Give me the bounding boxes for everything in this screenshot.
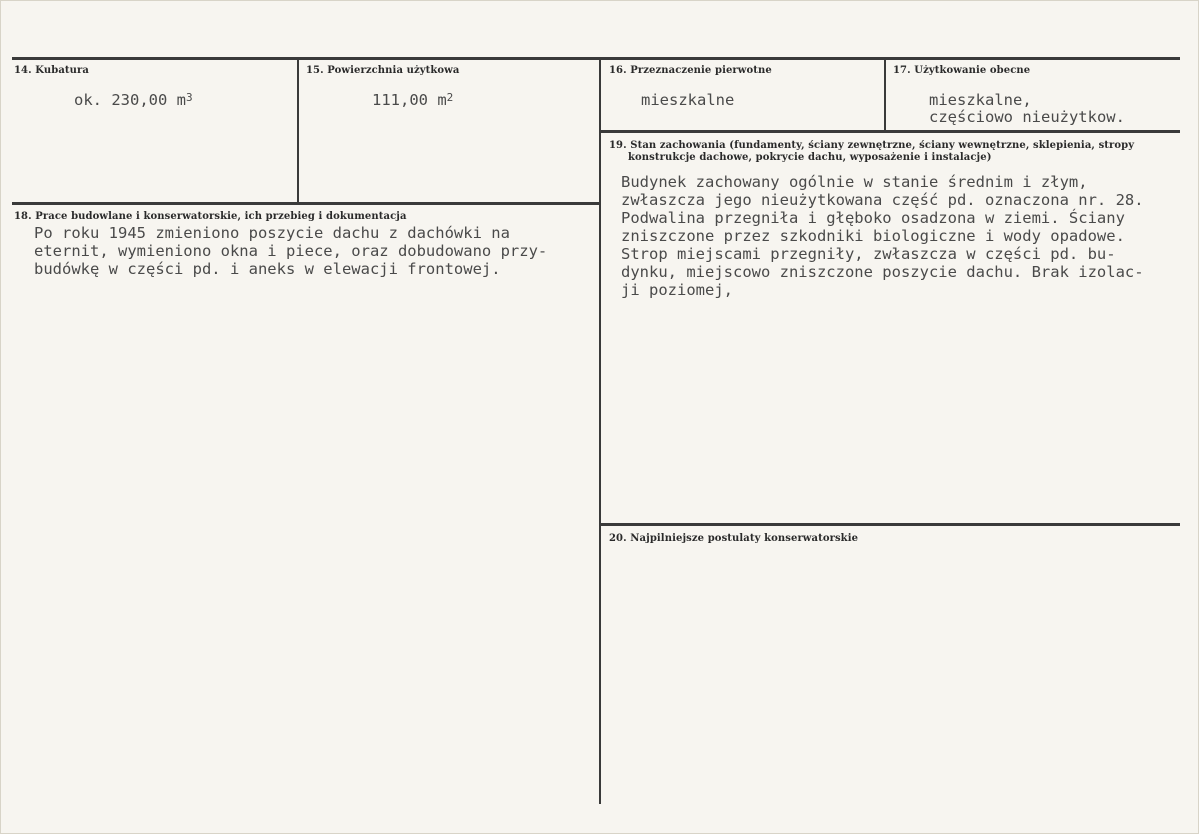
field-17-line-2: częściowo nieużytkow.: [929, 108, 1125, 126]
area-value: 111,00 m: [372, 91, 447, 109]
field-19-label-line-2: konstrukcje dachowe, pokrycie dachu, wyposażenie i instalacje): [628, 152, 992, 163]
kubatura-unit-exponent: 3: [185, 91, 193, 104]
field-19-line-4: zniszczone przez szkodniki biologiczne i wody opadowe.: [621, 227, 1125, 245]
divider-16-17: [884, 57, 886, 132]
field-19-line-2: zwłaszcza jego nieużytkowana część pd. oznaczona nr. 28.: [621, 191, 1144, 209]
area-unit-exponent: 2: [446, 91, 454, 104]
center-divider: [599, 57, 601, 804]
field-17-line-1: mieszkalne,: [929, 91, 1032, 109]
field-15-label: 15. Powierzchnia użytkowa: [306, 65, 460, 76]
field-18-line-3: budówkę w części pd. i aneks w elewacji frontowej.: [34, 260, 501, 278]
field-18-line-1: Po roku 1945 zmieniono poszycie dachu z dachówki na: [34, 224, 510, 242]
kubatura-value: ok. 230,00 m: [74, 91, 186, 109]
top-rule: [12, 57, 1180, 60]
field-19-label-line-1: 19. Stan zachowania (fundamenty, ściany zewnętrzne, ściany wewnętrzne, sklepienia, stropy: [609, 140, 1135, 151]
field-18-line-2: eternit, wymieniono okna i piece, oraz dobudowano przy-: [34, 242, 548, 260]
field-14-value: [74, 92, 193, 111]
field-18-label: 18. Prace budowlane i konserwatorskie, ich przebieg i dokumentacja: [14, 211, 407, 222]
field-20-label: 20. Najpilniejsze postulaty konserwatorskie: [609, 533, 859, 544]
field-19-line-7: ji poziomej,: [621, 281, 733, 299]
field-16-label: 16. Przeznaczenie pierwotne: [609, 65, 772, 76]
field-19-line-5: Strop miejscami przegniły, zwłaszcza w części pd. bu-: [621, 245, 1116, 263]
field-19-line-1: Budynek zachowany ogólnie w stanie średnim i złym,: [621, 173, 1088, 191]
field-16-value: mieszkalne: [641, 91, 735, 109]
field-14-label: 14. Kubatura: [14, 65, 89, 76]
field-17-label: 17. Użytkowanie obecne: [893, 65, 1031, 76]
rule-above-field-18: [12, 202, 600, 205]
field-19-line-6: dynku, miejscowo zniszczone poszycie dachu. Brak izolac-: [621, 263, 1144, 281]
field-19-line-3: Podwalina przegniła i głęboko osadzona w ziemi. Ściany: [621, 209, 1125, 227]
rule-above-field-20: [600, 523, 1180, 526]
field-15-value: [372, 92, 453, 111]
rule-above-field-19: [600, 130, 1180, 133]
divider-14-15: [297, 57, 299, 204]
